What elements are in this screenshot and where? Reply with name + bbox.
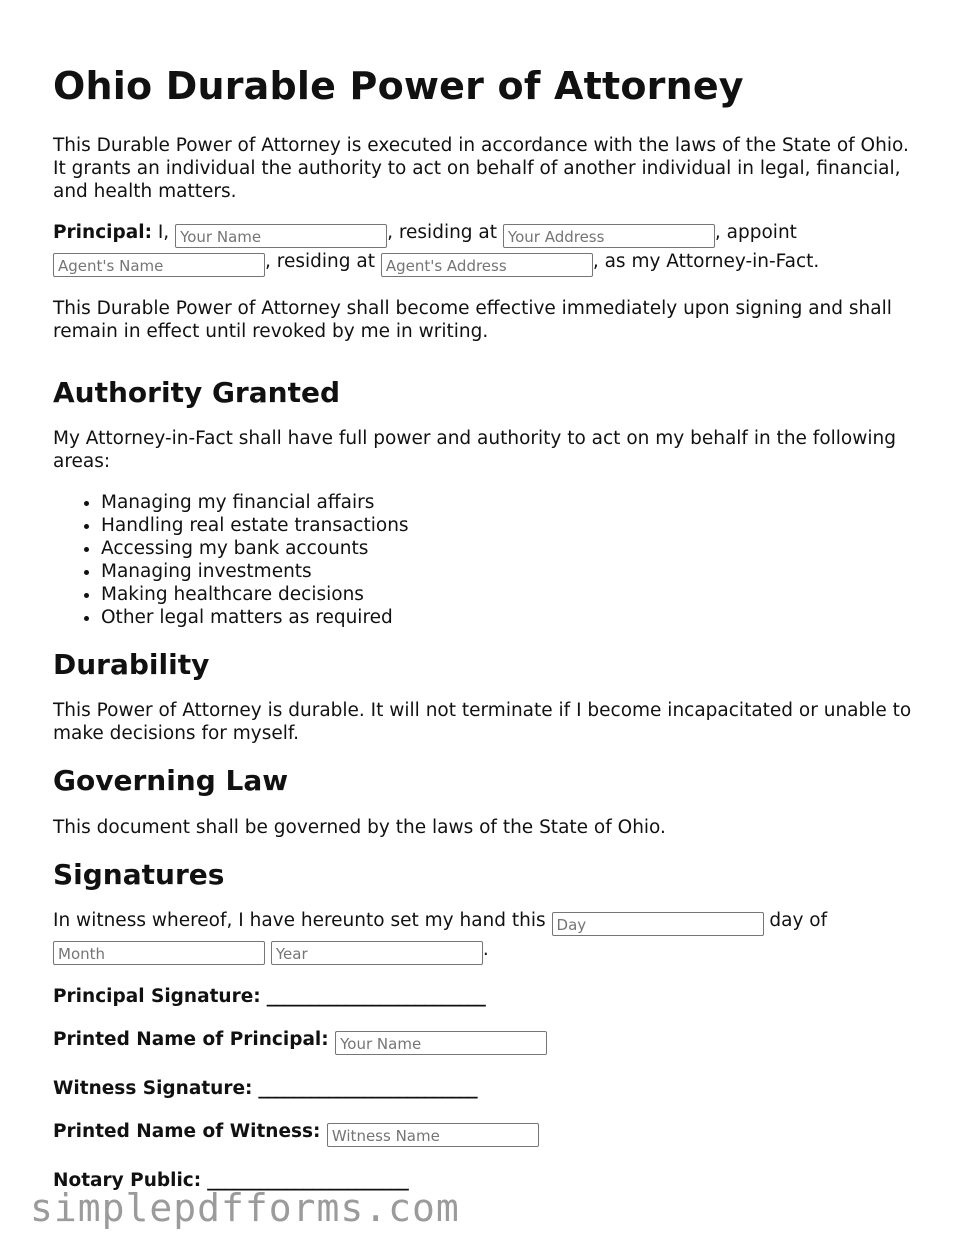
printed-principal-input[interactable] bbox=[335, 1031, 547, 1055]
principal-text-appoint: , appoint bbox=[714, 221, 797, 243]
signatures-heading: Signatures bbox=[53, 857, 225, 891]
printed-witness-input[interactable] bbox=[327, 1123, 539, 1147]
watermark: simplepdfforms.com bbox=[30, 1186, 460, 1230]
effective-paragraph: This Durable Power of Attorney shall become effective immediately upon signing and shall remain in effect until revoked by me in writing. bbox=[53, 297, 892, 342]
printed-witness-row bbox=[53, 1120, 919, 1149]
list-item: • Managing investments bbox=[101, 560, 919, 583]
year-input[interactable] bbox=[271, 941, 483, 965]
day-of-text: day of bbox=[763, 910, 828, 932]
agent-text-residing: , residing at bbox=[265, 250, 381, 272]
witness-signature-label: Witness Signature: bbox=[53, 1078, 253, 1100]
date-period: . bbox=[482, 939, 489, 961]
principal-text-end: , as my Attorney-in-Fact. bbox=[592, 250, 820, 272]
document bbox=[53, 64, 919, 1212]
agent-name-input[interactable] bbox=[53, 253, 265, 277]
principal-text-residing: , residing at bbox=[387, 221, 503, 243]
day-input[interactable] bbox=[552, 912, 764, 936]
notary-line: _______________________ bbox=[201, 1170, 409, 1192]
authority-list bbox=[53, 491, 919, 629]
month-input[interactable] bbox=[53, 941, 265, 965]
intro-paragraph: This Durable Power of Attorney is executed in accordance with the laws of the State of Ohio. It grants an individual the authority to act on behalf of another individual in legal, financial, and health matters. bbox=[53, 134, 909, 202]
notary-label: Notary Public: bbox=[53, 1170, 202, 1192]
authority-heading: Authority Granted bbox=[53, 375, 340, 409]
governing-heading: Governing Law bbox=[53, 764, 289, 798]
list-item: • Handling real estate transactions bbox=[101, 514, 919, 537]
principal-signature-label: Principal Signature: bbox=[53, 986, 261, 1008]
witness-signature-line: _________________________ bbox=[252, 1078, 478, 1100]
principal-paragraph bbox=[53, 221, 919, 279]
durability-text: This Power of Attorney is durable. It will not terminate if I become incapacitated or unable to make decisions for myself. bbox=[53, 700, 912, 745]
list-item: • Making healthcare decisions bbox=[101, 583, 919, 606]
principal-signature-line: _________________________ bbox=[260, 986, 486, 1008]
durability-heading: Durability bbox=[53, 647, 210, 681]
principal-label: Principal: bbox=[53, 221, 152, 243]
page-title: Ohio Durable Power of Attorney bbox=[53, 64, 744, 108]
principal-address-input[interactable] bbox=[503, 224, 715, 248]
witness-whereof-text: In witness whereof, I have hereunto set my hand this bbox=[53, 910, 552, 932]
authority-intro: My Attorney-in-Fact shall have full power and authority to act on my behalf in the following areas: bbox=[53, 427, 896, 472]
principal-text-i: I, bbox=[151, 221, 176, 243]
printed-principal-label: Printed Name of Principal: bbox=[53, 1029, 329, 1051]
witness-date-paragraph bbox=[53, 909, 919, 967]
printed-principal-row bbox=[53, 1028, 919, 1057]
list-item: • Other legal matters as required bbox=[101, 606, 919, 629]
printed-witness-label: Printed Name of Witness: bbox=[53, 1121, 321, 1143]
list-item: • Managing my financial affairs bbox=[101, 491, 919, 514]
principal-name-input[interactable] bbox=[175, 224, 387, 248]
witness-signature-row bbox=[53, 1077, 919, 1100]
list-item: • Accessing my bank accounts bbox=[101, 537, 919, 560]
agent-address-input[interactable] bbox=[381, 253, 593, 277]
principal-signature-row bbox=[53, 985, 919, 1008]
governing-text: This document shall be governed by the laws of the State of Ohio. bbox=[53, 816, 666, 838]
